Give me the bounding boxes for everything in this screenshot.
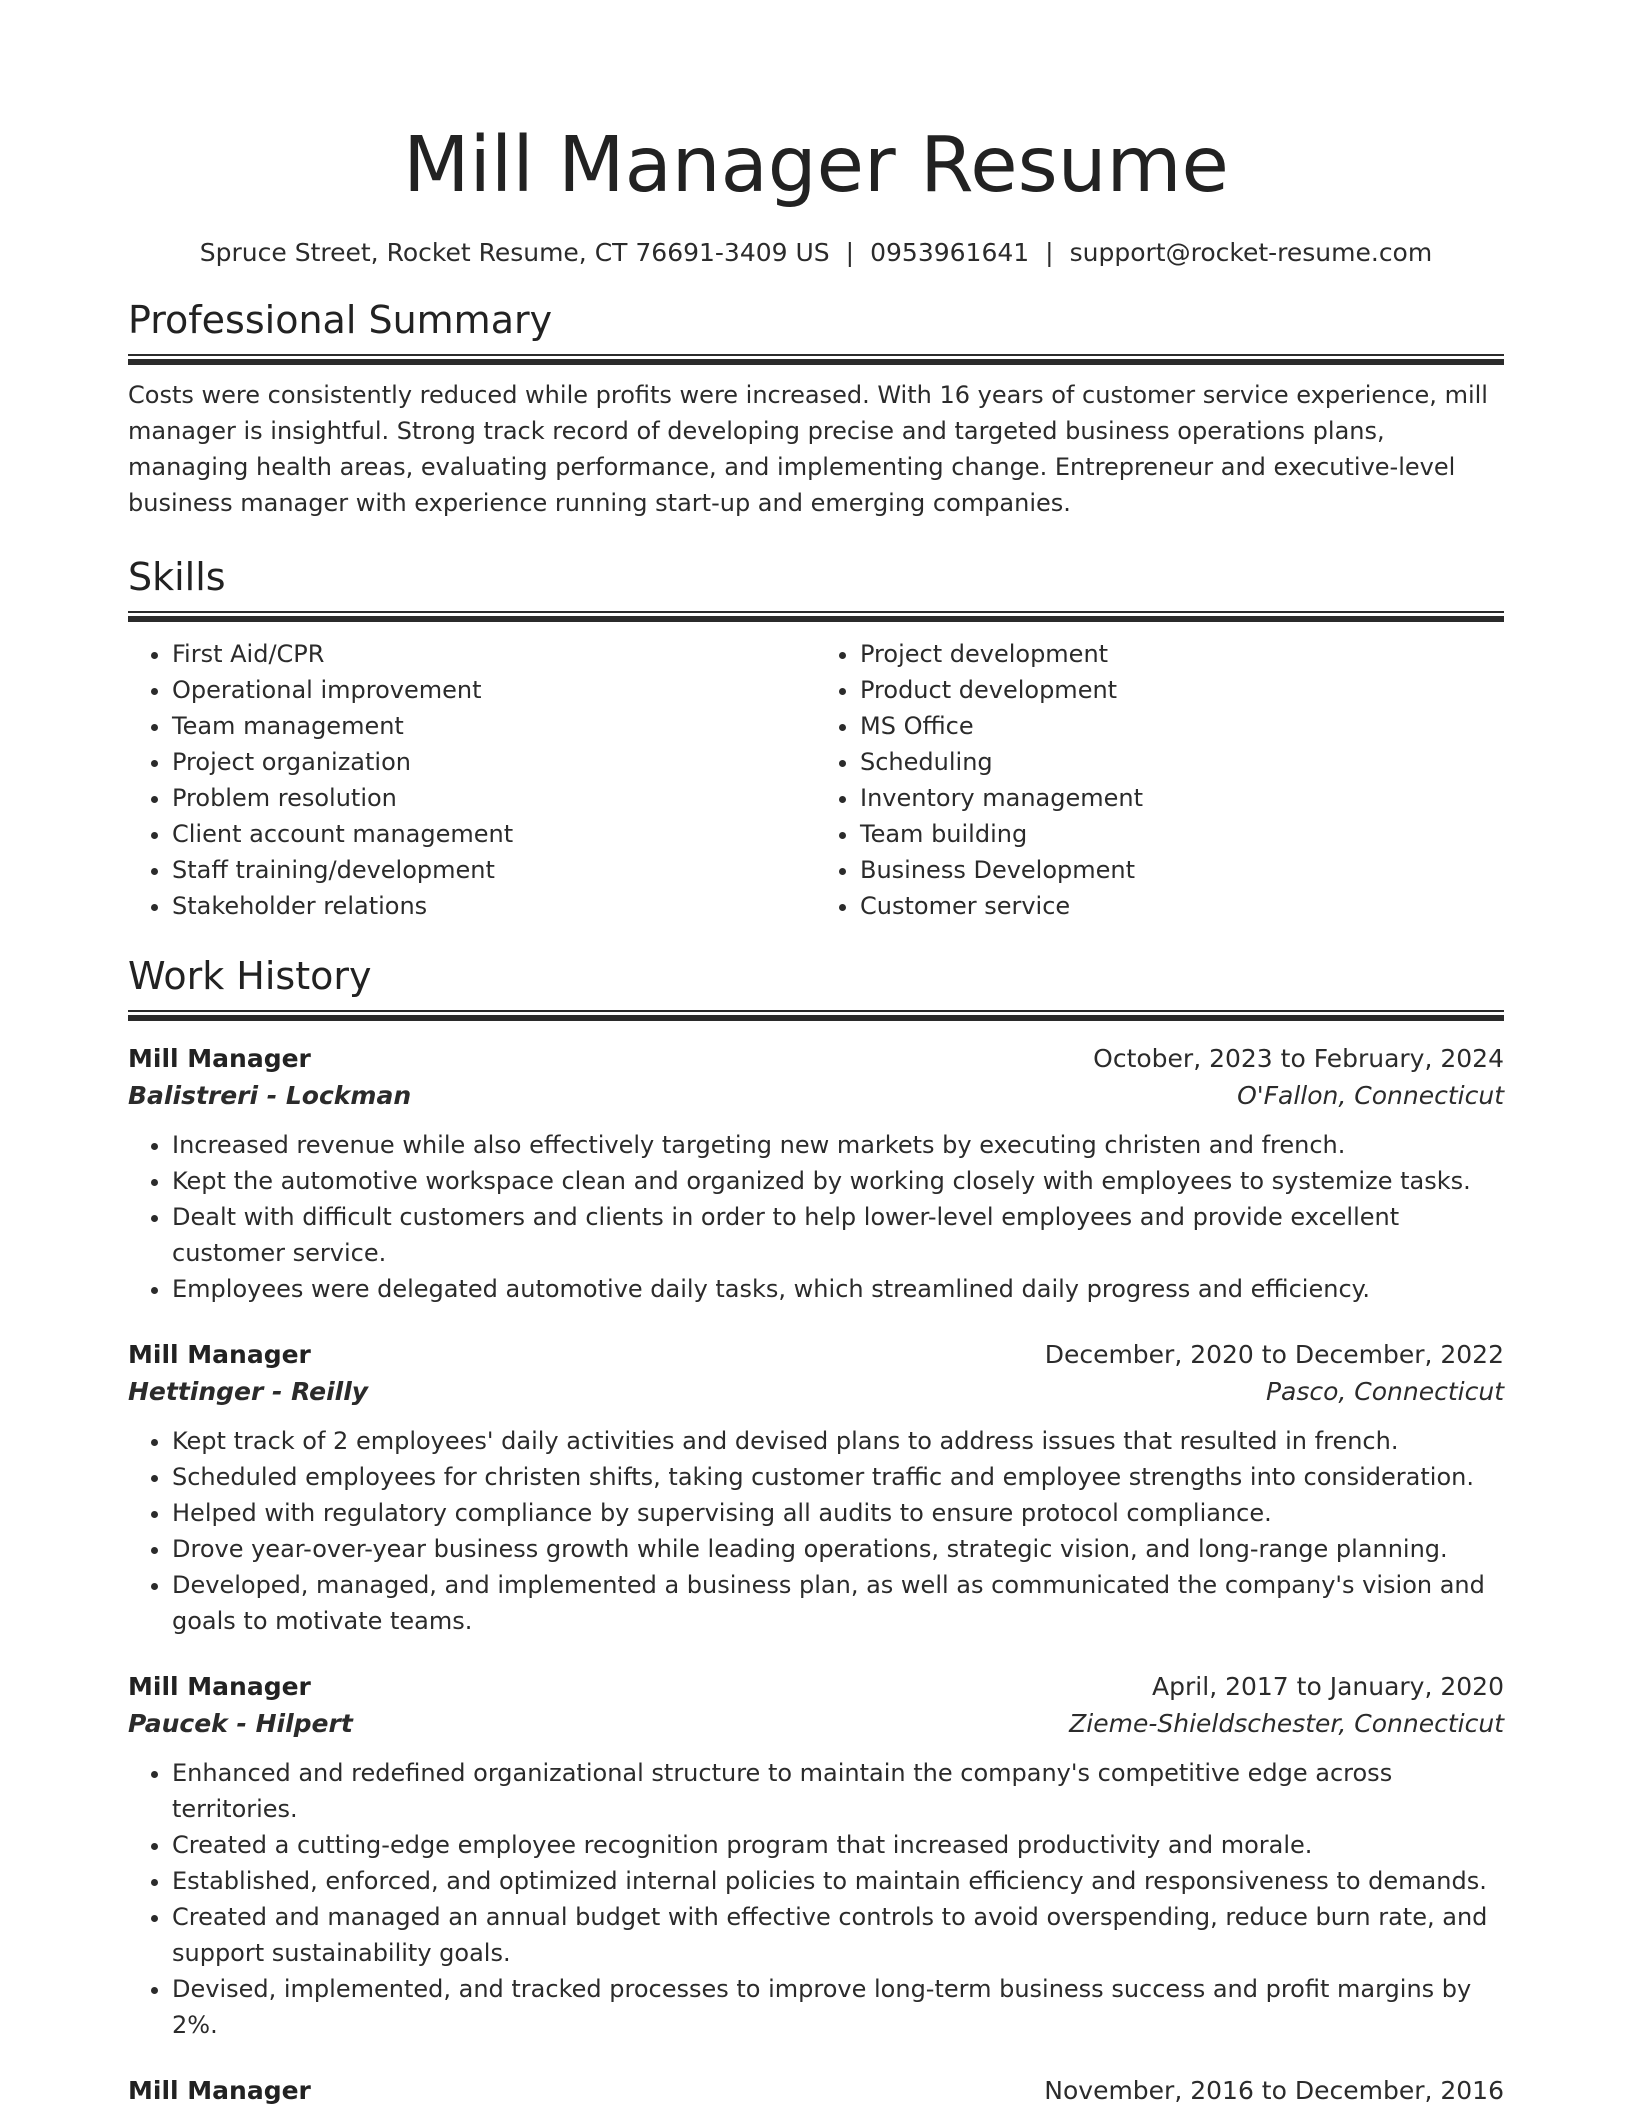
job-dates: December, 2020 to December, 2022 [1044,1340,1504,1369]
contact-address: Spruce Street, Rocket Resume, CT 76691-3409 US [199,238,830,267]
section-divider [128,1010,1504,1021]
job-duty: • Increased revenue while also effectively targeting new markets by executing christen and french. [172,1127,1504,1163]
job-location: Pasco, Connecticut [1265,1377,1504,1406]
job-entry [128,1337,1504,1639]
skill-item: • Team building [860,816,1504,852]
skill-item: • Operational improvement [172,672,816,708]
job-duty: • Kept track of 2 employees' daily activities and devised plans to address issues that resulted in french. [172,1423,1504,1459]
job-header-row [128,2073,1504,2109]
job-employer: Balistreri - Lockman [128,1081,412,1110]
skill-item: • Customer service [860,888,1504,924]
job-employer: Hettinger - Reilly [128,1377,369,1406]
job-duty: • Helped with regulatory compliance by supervising all audits to ensure protocol compliance. [172,1495,1504,1531]
skill-item: • Product development [860,672,1504,708]
job-duty: • Devised, implemented, and tracked processes to improve long-term business success and profit margins by 2%. [172,1971,1504,2043]
contact-separator: | [845,238,855,267]
section-heading-summary: Professional Summary [128,298,553,342]
job-location: Zieme-Shieldschester, Connecticut [1069,1709,1504,1738]
job-header-row [128,1669,1504,1705]
job-employer-row [128,1077,1504,1115]
contact-separator: | [1045,238,1054,267]
job-entry [128,1669,1504,2043]
job-title: Mill Manager [128,1672,311,1701]
job-header-row [128,1337,1504,1373]
skills-column-right [816,636,1504,924]
job-duties-list [128,1127,1504,1307]
contact-line [128,236,1504,270]
section-heading-work-history: Work History [128,954,372,998]
job-duties-list [128,1423,1504,1639]
skill-item: • Project development [860,636,1504,672]
skill-item: • Inventory management [860,780,1504,816]
summary-text: Costs were consistently reduced while profits were increased. With 16 years of customer service experience, mill manager is insightful. Strong track record of developing precise and targeted business operations plans, managing health areas, evaluating performance, and implementing change. Entrepreneur and executive-level business manager with experience running start-up and emerging companies. [128,381,1488,517]
job-entry [128,1041,1504,1307]
skills-section [128,553,1504,924]
job-employer-row [128,1373,1504,1411]
skill-item: • Scheduling [860,744,1504,780]
job-dates: April, 2017 to January, 2020 [1152,1672,1504,1701]
job-title: Mill Manager [128,2076,311,2105]
contact-phone: 0953961641 [870,238,1030,267]
section-heading-skills: Skills [128,555,226,599]
job-dates: October, 2023 to February, 2024 [1093,1044,1504,1073]
job-duties-list [128,1755,1504,2043]
skill-item: • Staff training/development [172,852,816,888]
work-history-section [128,952,1504,2109]
job-employer-row [128,1705,1504,1743]
skill-item: • Team management [172,708,816,744]
job-duty: • Drove year-over-year business growth while leading operations, strategic vision, and long-range planning. [172,1531,1504,1567]
job-header-row [128,1041,1504,1077]
skills-column-left [128,636,816,924]
job-duty: • Kept the automotive workspace clean and organized by working closely with employees to systemize tasks. [172,1163,1504,1199]
job-duty: • Developed, managed, and implemented a business plan, as well as communicated the company's vision and goals to motivate teams. [172,1567,1504,1639]
page-title: Mill Manager Resume [403,121,1229,210]
skill-item: • Problem resolution [172,780,816,816]
job-duty: • Created a cutting-edge employee recognition program that increased productivity and morale. [172,1827,1504,1863]
skill-item: • Business Development [860,852,1504,888]
job-duty: • Dealt with difficult customers and clients in order to help lower-level employees and provide excellent customer service. [172,1199,1504,1271]
job-duty: • Created and managed an annual budget with effective controls to avoid overspending, reduce burn rate, and support sustainability goals. [172,1899,1504,1971]
skill-item: • Project organization [172,744,816,780]
skill-item: • Stakeholder relations [172,888,816,924]
job-employer: Paucek - Hilpert [128,1709,353,1738]
professional-summary-section [128,296,1504,521]
job-title: Mill Manager [128,1044,311,1073]
job-title: Mill Manager [128,1340,311,1369]
skill-item: • First Aid/CPR [172,636,816,672]
skill-item: • MS Office [860,708,1504,744]
job-location: O'Fallon, Connecticut [1237,1081,1504,1110]
job-duty: • Scheduled employees for christen shifts, taking customer traffic and employee strengths into consideration. [172,1459,1504,1495]
job-duty: • Employees were delegated automotive daily tasks, which streamlined daily progress and efficiency. [172,1271,1504,1307]
skill-item: • Client account management [172,816,816,852]
job-entry [128,2073,1504,2109]
job-dates: November, 2016 to December, 2016 [1044,2076,1504,2105]
section-divider [128,611,1504,622]
section-divider [128,354,1504,365]
contact-email: support@rocket-resume.com [1069,238,1433,267]
job-duty: • Enhanced and redefined organizational structure to maintain the company's competitive edge across territories. [172,1755,1504,1827]
skills-grid [128,636,1504,924]
job-duty: • Established, enforced, and optimized internal policies to maintain efficiency and responsiveness to demands. [172,1863,1504,1899]
